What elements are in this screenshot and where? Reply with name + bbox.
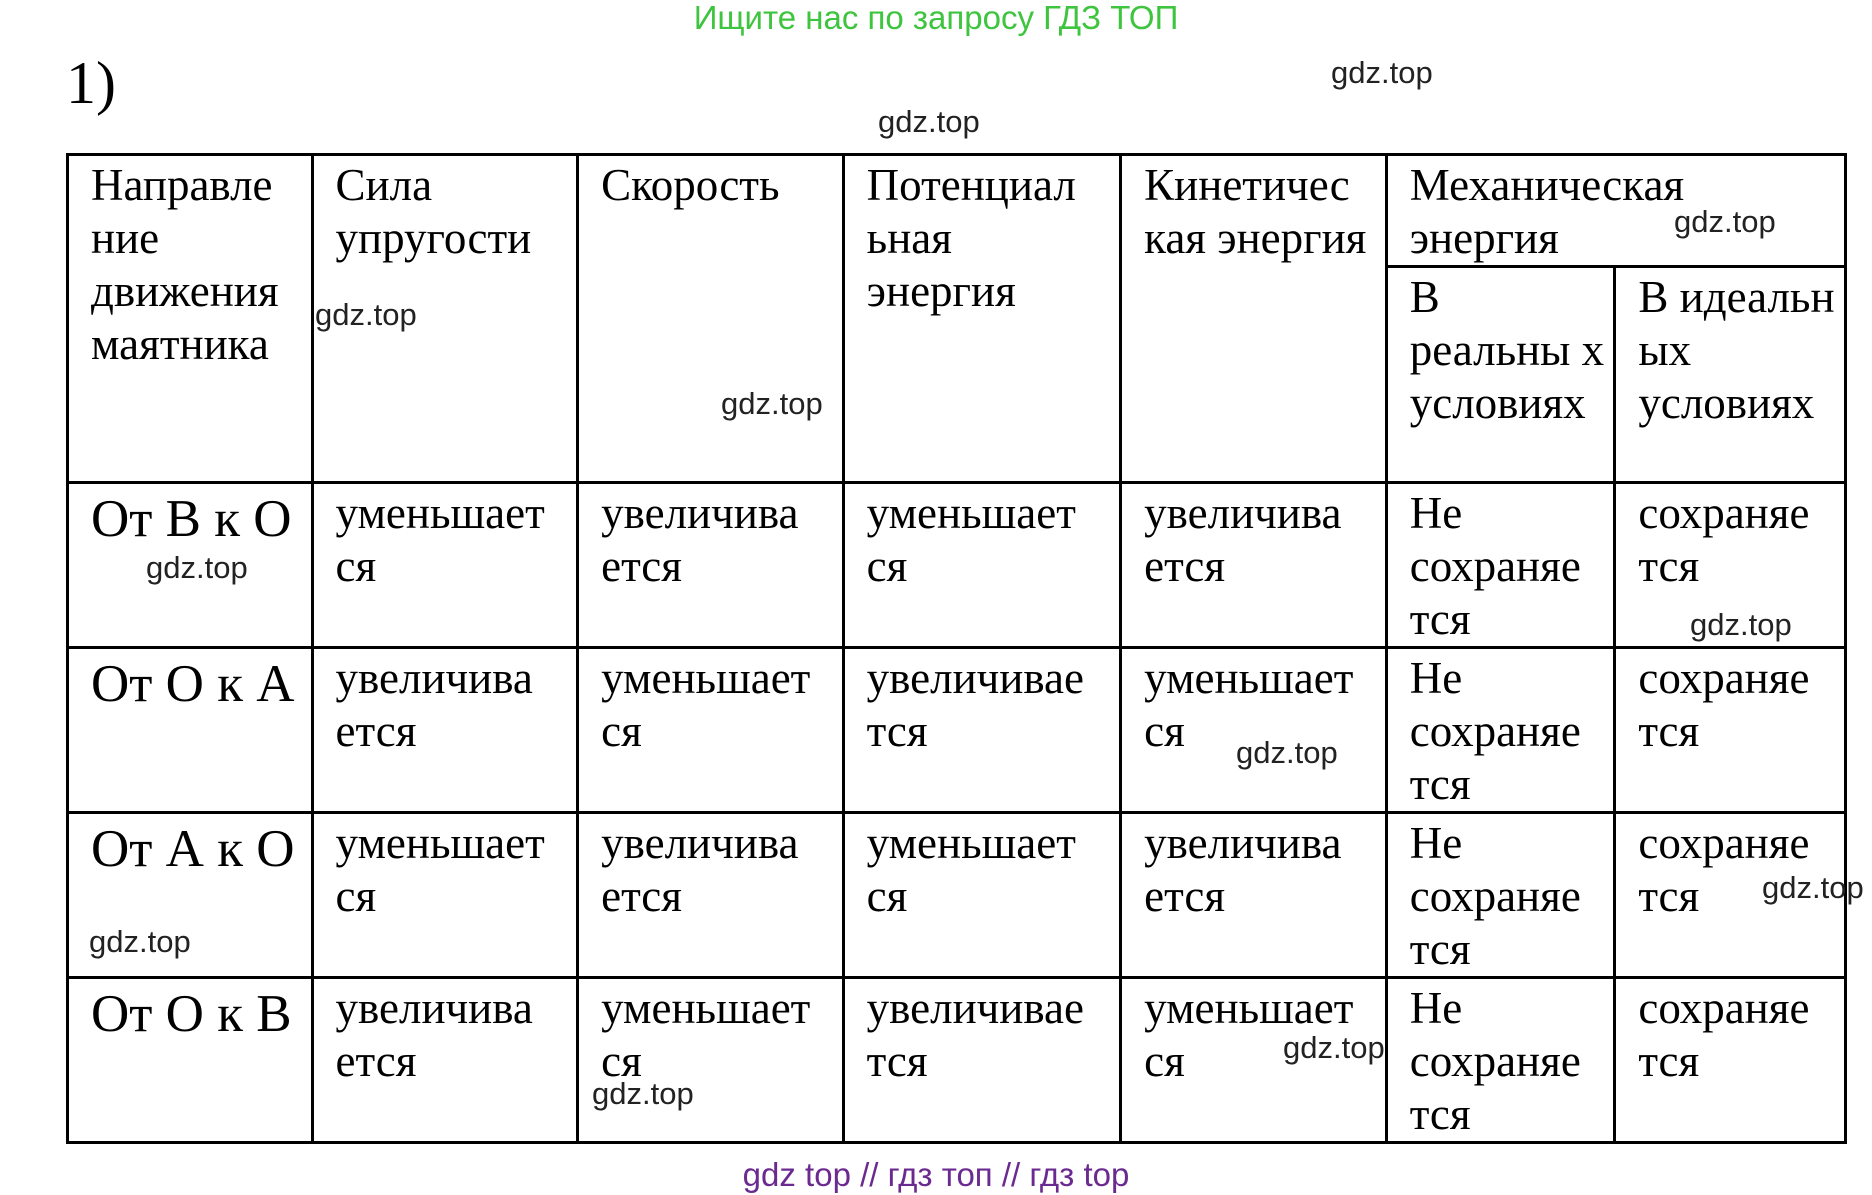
header-potential-energy: Потенциал ьная энергия xyxy=(843,155,1120,483)
header-elastic-force: Сила упругости xyxy=(312,155,578,483)
task-number: 1) xyxy=(66,50,116,116)
watermark: gdz.top xyxy=(878,104,980,139)
header-mechanical-energy: Механическая энергия xyxy=(1386,155,1845,267)
promo-banner: Ищите нас по запросу ГДЗ ТОП xyxy=(693,0,1179,36)
real-conditions-cell: Не сохраняе тся xyxy=(1386,813,1615,978)
kinetic-energy-cell: увеличива ется xyxy=(1121,483,1387,648)
elastic-force-cell: уменьшает ся xyxy=(312,483,578,648)
direction-cell: От О к А xyxy=(68,648,313,813)
potential-energy-cell: уменьшает ся xyxy=(843,813,1120,978)
elastic-force-cell: уменьшает ся xyxy=(312,813,578,978)
real-conditions-cell: Не сохраняе тся xyxy=(1386,978,1615,1143)
ideal-conditions-cell: сохраняе тся xyxy=(1615,813,1846,978)
watermark: gdz.top xyxy=(721,386,823,421)
kinetic-energy-cell: увеличива ется xyxy=(1121,813,1387,978)
potential-energy-cell: уменьшает ся xyxy=(843,483,1120,648)
ideal-conditions-cell: сохраняе тся xyxy=(1615,648,1846,813)
direction-cell: От А к О xyxy=(68,813,313,978)
watermark: gdz.top xyxy=(1690,607,1792,642)
speed-cell: увеличива ется xyxy=(578,813,844,978)
watermark: gdz.top xyxy=(1331,55,1433,90)
elastic-force-cell: увеличива ется xyxy=(312,648,578,813)
potential-energy-cell: увеличивае тся xyxy=(843,648,1120,813)
watermark: gdz.top xyxy=(1236,735,1338,770)
potential-energy-cell: увеличивае тся xyxy=(843,978,1120,1143)
watermark: gdz.top xyxy=(146,550,248,585)
speed-cell: уменьшает ся xyxy=(578,648,844,813)
header-kinetic-energy: Кинетичес кая энергия xyxy=(1121,155,1387,483)
watermark: gdz.top xyxy=(592,1076,694,1111)
header-direction: Направле ние движения маятника xyxy=(68,155,313,483)
table-row xyxy=(68,813,1846,978)
elastic-force-cell: увеличива ется xyxy=(312,978,578,1143)
table-row xyxy=(68,978,1846,1143)
header-speed: Скорость xyxy=(578,155,844,483)
footer-watermark: gdz top // гдз топ // гдз top xyxy=(742,1156,1130,1193)
header-ideal-conditions: В идеальн ых условиях xyxy=(1615,267,1846,483)
real-conditions-cell: Не сохраняе тся xyxy=(1386,483,1615,648)
kinetic-energy-cell: уменьшает ся xyxy=(1121,648,1387,813)
watermark: gdz.top xyxy=(1762,870,1864,905)
header-real-conditions: В реальны х условиях xyxy=(1386,267,1615,483)
table-row xyxy=(68,648,1846,813)
kinetic-energy-cell: уменьшает ся xyxy=(1121,978,1387,1143)
watermark: gdz.top xyxy=(315,297,417,332)
ideal-conditions-cell: сохраняе тся xyxy=(1615,978,1846,1143)
direction-cell: От В к О xyxy=(68,483,313,648)
speed-cell: увеличива ется xyxy=(578,483,844,648)
direction-cell: От О к В xyxy=(68,978,313,1143)
real-conditions-cell: Не сохраняе тся xyxy=(1386,648,1615,813)
watermark: gdz.top xyxy=(1674,204,1776,239)
table-row xyxy=(68,483,1846,648)
ideal-conditions-cell: сохраняе тся xyxy=(1615,483,1846,648)
speed-cell: уменьшает ся xyxy=(578,978,844,1143)
watermark: gdz.top xyxy=(89,924,191,959)
watermark: gdz.top xyxy=(1283,1030,1385,1065)
